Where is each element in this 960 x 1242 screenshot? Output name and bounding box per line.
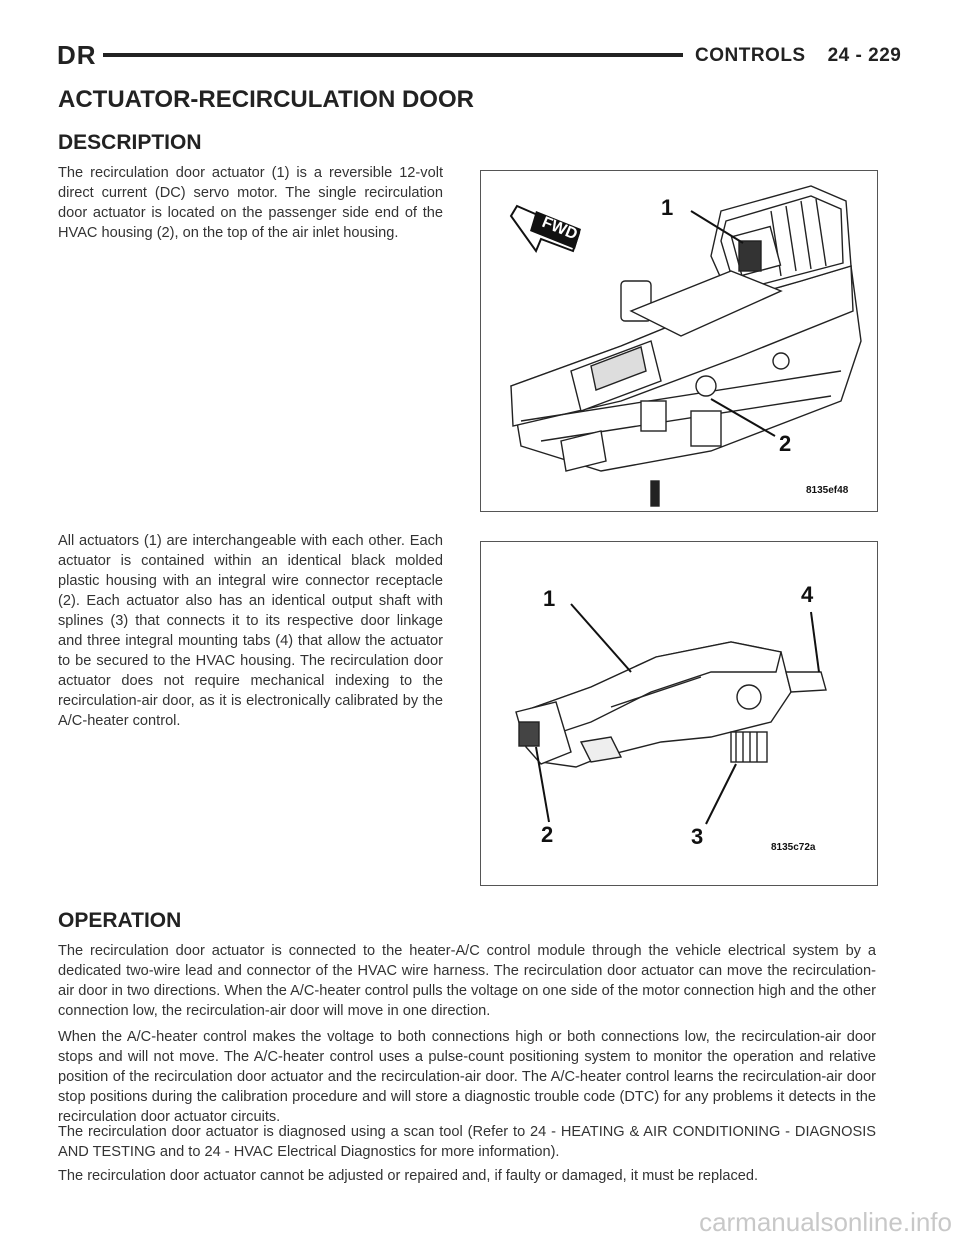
description-heading: DESCRIPTION [58, 131, 202, 154]
page-title: ACTUATOR-RECIRCULATION DOOR [58, 86, 474, 113]
description-paragraph-1: The recirculation door actuator (1) is a reversible 12-volt direct current (DC) servo motor. The single recirculation door actuator is located on the passenger side end of the HVAC housing (2), on the top of the air inlet housing. [58, 165, 443, 241]
operation-paragraph-1: The recirculation door actuator is connected to the heater-A/C control module through the vehicle electrical system by a dedicated two-wire lead and connector of the HVAC wire harness. The recirculation door actuator can move the recirculation-air door in two directions. When the A/C-heater control pulls the voltage on one side of the motor connection high and the other connection low, the recirculation-air door will move in one direction. [58, 943, 876, 1019]
watermark: carmanualsonline.info [699, 1207, 952, 1237]
section-name: CONTROLS [695, 45, 806, 66]
callout-3 [691, 764, 736, 849]
fwd-label: FWD [539, 213, 580, 244]
header-rule [103, 53, 683, 57]
actuator-illustration [481, 542, 877, 885]
callout-1 [543, 586, 631, 672]
callout-2-label: 2 [779, 431, 792, 456]
callout-1-label: 1 [661, 195, 674, 220]
fig2-callout-3-label: 3 [691, 824, 704, 849]
hvac-housing-figure [480, 170, 878, 512]
hvac-housing-illustration [481, 171, 877, 511]
callout-4 [801, 582, 819, 672]
operation-heading: OPERATION [58, 909, 182, 932]
fig2-callout-2-label: 2 [541, 822, 554, 847]
actuator-figure [480, 541, 878, 886]
fwd-arrow-icon [511, 206, 581, 251]
fig2-callout-4-label: 4 [801, 582, 814, 607]
operation-paragraph-3: The recirculation door actuator is diagnosed using a scan tool (Refer to 24 - HEATING & AIR CONDITIONING - DIAGNOSIS AND TESTING and to 24 - HVAC Electrical Diagnostics for more information). [58, 1124, 876, 1160]
figure2-code: 8135c72a [771, 842, 816, 853]
operation-paragraph-2: When the A/C-heater control makes the voltage to both connections high or both connections low, the recirculation-air door stops and will not move. The A/C-heater control uses a pulse-count positioning system to monitor the operation and relative position of the recirculation door actuator and the recirculation-air door. The A/C-heater control learns the recirculation-air door stop positions during the calibration procedure and will store a diagnostic trouble code (DTC) for any problems it detects in the recirculation door actuator circuits. [58, 1029, 876, 1125]
page-number: 24 - 229 [827, 45, 902, 66]
figure1-code: 8135ef48 [806, 485, 849, 496]
fig2-callout-1-label: 1 [543, 586, 556, 611]
description-paragraph-2: All actuators (1) are interchangeable with each other. Each actuator is contained within an identical black molded plastic housing with an integral wire connector receptacle (2). Each actuator also has an identical output shaft with splines (3) that connects it to its respective door linkage and three integral mounting tabs (4) that allow the actuator to be secured to the HVAC housing. The recirculation door actuator does not require mechanical indexing to the recirculation-air door, as it is electronically calibrated by the A/C-heater control. [58, 533, 443, 729]
manual-code: DR [57, 40, 97, 70]
operation-paragraph-4: The recirculation door actuator cannot be adjusted or repaired and, if faulty or damaged, it must be replaced. [58, 1168, 759, 1184]
actuator-drawing [516, 642, 826, 767]
header-section [695, 44, 901, 68]
